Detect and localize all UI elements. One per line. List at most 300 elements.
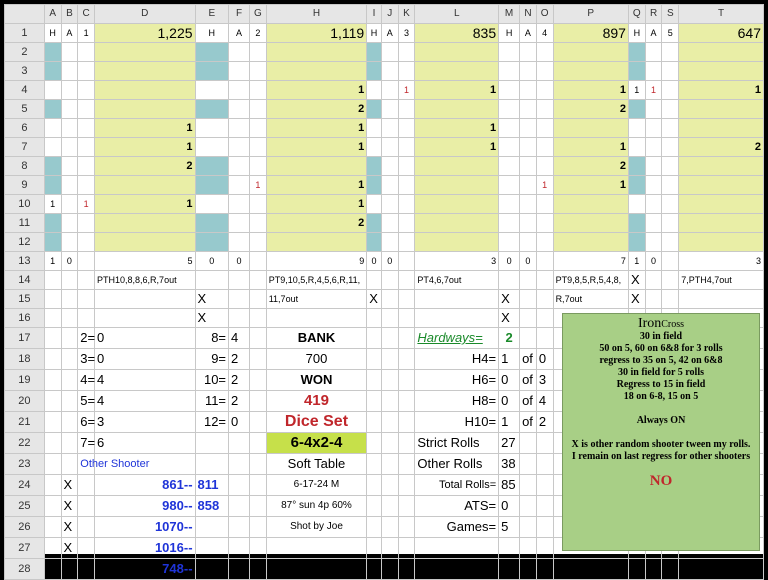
row-header[interactable]: 14 bbox=[5, 271, 45, 290]
cell-l22[interactable]: Strict Rolls bbox=[415, 433, 499, 454]
cell-g25[interactable] bbox=[249, 496, 266, 517]
cell-r28[interactable] bbox=[645, 559, 662, 580]
cell-t6[interactable] bbox=[679, 119, 764, 138]
row-header[interactable]: 5 bbox=[5, 100, 45, 119]
cell-t7[interactable]: 2 bbox=[679, 138, 764, 157]
cell-b1[interactable]: A bbox=[61, 24, 78, 43]
cell-l8[interactable] bbox=[415, 157, 499, 176]
column-header[interactable]: A bbox=[44, 5, 61, 24]
cell-c11[interactable] bbox=[78, 214, 95, 233]
cell-i21[interactable] bbox=[367, 412, 382, 433]
column-header[interactable]: G bbox=[249, 5, 266, 24]
cell-b3[interactable] bbox=[61, 62, 78, 81]
cell-i4[interactable] bbox=[367, 81, 382, 100]
column-header[interactable]: P bbox=[553, 5, 628, 24]
cell-h5[interactable]: 2 bbox=[266, 100, 367, 119]
cell-e6[interactable] bbox=[195, 119, 229, 138]
cell-r4[interactable]: 1 bbox=[645, 81, 662, 100]
cell-s14[interactable] bbox=[662, 271, 679, 290]
cell-g24[interactable] bbox=[249, 475, 266, 496]
cell-p14[interactable]: PT9,8,5,R,5,4,8, bbox=[553, 271, 628, 290]
row-header[interactable]: 23 bbox=[5, 454, 45, 475]
cell-k16[interactable] bbox=[398, 309, 415, 328]
cell-n7[interactable] bbox=[520, 138, 537, 157]
cell-a4[interactable] bbox=[44, 81, 61, 100]
cell-k21[interactable] bbox=[398, 412, 415, 433]
cell-r10[interactable] bbox=[645, 195, 662, 214]
cell-t8[interactable] bbox=[679, 157, 764, 176]
cell-e17[interactable]: 8= bbox=[195, 328, 229, 349]
cell-o19[interactable]: 3 bbox=[536, 370, 553, 391]
cell-j15[interactable] bbox=[381, 290, 398, 309]
cell-j14[interactable] bbox=[381, 271, 398, 290]
cell-o5[interactable] bbox=[536, 100, 553, 119]
cell-q7[interactable] bbox=[628, 138, 645, 157]
cell-g11[interactable] bbox=[249, 214, 266, 233]
cell-p10[interactable] bbox=[553, 195, 628, 214]
cell-f21[interactable]: 0 bbox=[229, 412, 250, 433]
cell-r1[interactable]: A bbox=[645, 24, 662, 43]
cell-s2[interactable] bbox=[662, 43, 679, 62]
cell-n1[interactable]: A bbox=[520, 24, 537, 43]
cell-d26[interactable]: 1070-- bbox=[95, 517, 196, 538]
cell-a20[interactable] bbox=[44, 391, 61, 412]
cell-j12[interactable] bbox=[381, 233, 398, 252]
cell-s10[interactable] bbox=[662, 195, 679, 214]
cell-e3[interactable] bbox=[195, 62, 229, 81]
row-header[interactable]: 19 bbox=[5, 370, 45, 391]
cell-k11[interactable] bbox=[398, 214, 415, 233]
cell-k15[interactable] bbox=[398, 290, 415, 309]
cell-d10[interactable]: 1 bbox=[95, 195, 196, 214]
cell-e4[interactable] bbox=[195, 81, 229, 100]
cell-e5[interactable] bbox=[195, 100, 229, 119]
cell-i14[interactable] bbox=[367, 271, 382, 290]
cell-t11[interactable] bbox=[679, 214, 764, 233]
cell-d1[interactable]: 1,225 bbox=[95, 24, 196, 43]
cell-b25[interactable]: X bbox=[61, 496, 78, 517]
column-header[interactable]: F bbox=[229, 5, 250, 24]
cell-j8[interactable] bbox=[381, 157, 398, 176]
cell-h21[interactable]: Dice Set bbox=[266, 412, 367, 433]
cell-i6[interactable] bbox=[367, 119, 382, 138]
row-header[interactable]: 22 bbox=[5, 433, 45, 454]
cell-i22[interactable] bbox=[367, 433, 382, 454]
cell-c7[interactable] bbox=[78, 138, 95, 157]
cell-s11[interactable] bbox=[662, 214, 679, 233]
cell-j9[interactable] bbox=[381, 176, 398, 195]
cell-l24[interactable]: Total Rolls= bbox=[415, 475, 499, 496]
cell-i18[interactable] bbox=[367, 349, 382, 370]
cell-a19[interactable] bbox=[44, 370, 61, 391]
cell-j5[interactable] bbox=[381, 100, 398, 119]
cell-q15[interactable]: X bbox=[628, 290, 645, 309]
cell-i28[interactable] bbox=[367, 559, 382, 580]
cell-f14[interactable] bbox=[229, 271, 250, 290]
cell-h10[interactable]: 1 bbox=[266, 195, 367, 214]
cell-h1[interactable]: 1,119 bbox=[266, 24, 367, 43]
cell-a17[interactable] bbox=[44, 328, 61, 349]
cell-c27[interactable] bbox=[78, 538, 95, 559]
cell-r14[interactable] bbox=[645, 271, 662, 290]
cell-h7[interactable]: 1 bbox=[266, 138, 367, 157]
cell-g22[interactable] bbox=[249, 433, 266, 454]
cell-f6[interactable] bbox=[229, 119, 250, 138]
cell-j27[interactable] bbox=[381, 538, 398, 559]
cell-j25[interactable] bbox=[381, 496, 398, 517]
cell-i19[interactable] bbox=[367, 370, 382, 391]
cell-s9[interactable] bbox=[662, 176, 679, 195]
cell-l11[interactable] bbox=[415, 214, 499, 233]
cell-b24[interactable]: X bbox=[61, 475, 78, 496]
cell-o16[interactable] bbox=[536, 309, 553, 328]
cell-d5[interactable] bbox=[95, 100, 196, 119]
cell-e14[interactable] bbox=[195, 271, 229, 290]
cell-i16[interactable] bbox=[367, 309, 382, 328]
cell-e16[interactable]: X bbox=[195, 309, 229, 328]
cell-m11[interactable] bbox=[499, 214, 520, 233]
cell-j19[interactable] bbox=[381, 370, 398, 391]
cell-q3[interactable] bbox=[628, 62, 645, 81]
cell-l6[interactable]: 1 bbox=[415, 119, 499, 138]
cell-m6[interactable] bbox=[499, 119, 520, 138]
cell-f11[interactable] bbox=[229, 214, 250, 233]
cell-h15[interactable]: 11,7out bbox=[266, 290, 367, 309]
cell-b10[interactable] bbox=[61, 195, 78, 214]
cell-e12[interactable] bbox=[195, 233, 229, 252]
cell-h16[interactable] bbox=[266, 309, 367, 328]
cell-n8[interactable] bbox=[520, 157, 537, 176]
cell-f17[interactable]: 4 bbox=[229, 328, 250, 349]
cell-s7[interactable] bbox=[662, 138, 679, 157]
cell-k25[interactable] bbox=[398, 496, 415, 517]
cell-t3[interactable] bbox=[679, 62, 764, 81]
cell-e20[interactable]: 11= bbox=[195, 391, 229, 412]
cell-i24[interactable] bbox=[367, 475, 382, 496]
cell-m10[interactable] bbox=[499, 195, 520, 214]
cell-e1[interactable]: H bbox=[195, 24, 229, 43]
cell-a1[interactable]: H bbox=[44, 24, 61, 43]
cell-g4[interactable] bbox=[249, 81, 266, 100]
column-header[interactable]: B bbox=[61, 5, 78, 24]
cell-g27[interactable] bbox=[249, 538, 266, 559]
column-header[interactable]: L bbox=[415, 5, 499, 24]
cell-o15[interactable] bbox=[536, 290, 553, 309]
cell-p13[interactable]: 7 bbox=[553, 252, 628, 271]
cell-f9[interactable] bbox=[229, 176, 250, 195]
cell-o10[interactable] bbox=[536, 195, 553, 214]
cell-r9[interactable] bbox=[645, 176, 662, 195]
cell-e23[interactable] bbox=[195, 454, 229, 475]
cell-f2[interactable] bbox=[229, 43, 250, 62]
cell-m19[interactable]: 0 bbox=[499, 370, 520, 391]
cell-i17[interactable] bbox=[367, 328, 382, 349]
cell-q2[interactable] bbox=[628, 43, 645, 62]
cell-a18[interactable] bbox=[44, 349, 61, 370]
cell-b8[interactable] bbox=[61, 157, 78, 176]
cell-b22[interactable] bbox=[61, 433, 78, 454]
cell-d6[interactable]: 1 bbox=[95, 119, 196, 138]
cell-h9[interactable]: 1 bbox=[266, 176, 367, 195]
cell-d25[interactable]: 980-- bbox=[95, 496, 196, 517]
cell-k17[interactable] bbox=[398, 328, 415, 349]
cell-d14[interactable]: PTH10,8,8,6,R,7out bbox=[95, 271, 196, 290]
cell-i23[interactable] bbox=[367, 454, 382, 475]
cell-e18[interactable]: 9= bbox=[195, 349, 229, 370]
cell-e8[interactable] bbox=[195, 157, 229, 176]
cell-c24[interactable] bbox=[78, 475, 95, 496]
cell-i9[interactable] bbox=[367, 176, 382, 195]
cell-o6[interactable] bbox=[536, 119, 553, 138]
cell-i11[interactable] bbox=[367, 214, 382, 233]
column-header[interactable]: N bbox=[520, 5, 537, 24]
cell-c20[interactable]: 5= bbox=[78, 391, 95, 412]
row-header[interactable]: 20 bbox=[5, 391, 45, 412]
cell-l12[interactable] bbox=[415, 233, 499, 252]
cell-k28[interactable] bbox=[398, 559, 415, 580]
cell-g5[interactable] bbox=[249, 100, 266, 119]
cell-j22[interactable] bbox=[381, 433, 398, 454]
row-header[interactable]: 16 bbox=[5, 309, 45, 328]
cell-o14[interactable] bbox=[536, 271, 553, 290]
cell-f8[interactable] bbox=[229, 157, 250, 176]
cell-i2[interactable] bbox=[367, 43, 382, 62]
column-header[interactable]: T bbox=[679, 5, 764, 24]
cell-n13[interactable]: 0 bbox=[520, 252, 537, 271]
cell-a28[interactable] bbox=[44, 559, 61, 580]
cell-i13[interactable]: 0 bbox=[367, 252, 382, 271]
cell-h8[interactable] bbox=[266, 157, 367, 176]
cell-l28[interactable] bbox=[415, 559, 499, 580]
cell-i8[interactable] bbox=[367, 157, 382, 176]
cell-c25[interactable] bbox=[78, 496, 95, 517]
cell-m25[interactable]: 0 bbox=[499, 496, 520, 517]
cell-p1[interactable]: 897 bbox=[553, 24, 628, 43]
cell-n22[interactable] bbox=[520, 433, 537, 454]
cell-m17[interactable]: 2 bbox=[499, 328, 520, 349]
cell-h13[interactable]: 9 bbox=[266, 252, 367, 271]
cell-n10[interactable] bbox=[520, 195, 537, 214]
cell-k27[interactable] bbox=[398, 538, 415, 559]
cell-b23[interactable] bbox=[61, 454, 78, 475]
row-header[interactable]: 1 bbox=[5, 24, 45, 43]
cell-t2[interactable] bbox=[679, 43, 764, 62]
cell-h3[interactable] bbox=[266, 62, 367, 81]
cell-b12[interactable] bbox=[61, 233, 78, 252]
column-header[interactable]: C bbox=[78, 5, 95, 24]
column-header[interactable]: R bbox=[645, 5, 662, 24]
cell-s15[interactable] bbox=[662, 290, 679, 309]
cell-e25[interactable]: 858 bbox=[195, 496, 229, 517]
cell-p11[interactable] bbox=[553, 214, 628, 233]
cell-j7[interactable] bbox=[381, 138, 398, 157]
column-header[interactable]: I bbox=[367, 5, 382, 24]
cell-d17[interactable]: 0 bbox=[95, 328, 196, 349]
cell-l27[interactable] bbox=[415, 538, 499, 559]
column-header[interactable]: D bbox=[95, 5, 196, 24]
cell-b17[interactable] bbox=[61, 328, 78, 349]
cell-j13[interactable]: 0 bbox=[381, 252, 398, 271]
cell-m13[interactable]: 0 bbox=[499, 252, 520, 271]
cell-f7[interactable] bbox=[229, 138, 250, 157]
cell-q1[interactable]: H bbox=[628, 24, 645, 43]
cell-q9[interactable] bbox=[628, 176, 645, 195]
cell-h23[interactable]: Soft Table bbox=[266, 454, 367, 475]
cell-r13[interactable]: 0 bbox=[645, 252, 662, 271]
cell-j28[interactable] bbox=[381, 559, 398, 580]
cell-c8[interactable] bbox=[78, 157, 95, 176]
cell-o4[interactable] bbox=[536, 81, 553, 100]
cell-e9[interactable] bbox=[195, 176, 229, 195]
cell-m18[interactable]: 1 bbox=[499, 349, 520, 370]
cell-f5[interactable] bbox=[229, 100, 250, 119]
column-header[interactable]: J bbox=[381, 5, 398, 24]
cell-b15[interactable] bbox=[61, 290, 78, 309]
cell-n18[interactable]: of bbox=[520, 349, 537, 370]
cell-g8[interactable] bbox=[249, 157, 266, 176]
cell-b28[interactable]: X bbox=[61, 559, 78, 580]
cell-g12[interactable] bbox=[249, 233, 266, 252]
cell-c17[interactable]: 2= bbox=[78, 328, 95, 349]
cell-s6[interactable] bbox=[662, 119, 679, 138]
cell-i25[interactable] bbox=[367, 496, 382, 517]
cell-h18[interactable]: 700 bbox=[266, 349, 367, 370]
cell-j11[interactable] bbox=[381, 214, 398, 233]
cell-a14[interactable] bbox=[44, 271, 61, 290]
cell-s3[interactable] bbox=[662, 62, 679, 81]
cell-p9[interactable]: 1 bbox=[553, 176, 628, 195]
cell-k9[interactable] bbox=[398, 176, 415, 195]
cell-t15[interactable] bbox=[679, 290, 764, 309]
cell-l2[interactable] bbox=[415, 43, 499, 62]
cell-b11[interactable] bbox=[61, 214, 78, 233]
cell-r12[interactable] bbox=[645, 233, 662, 252]
row-header[interactable]: 26 bbox=[5, 517, 45, 538]
cell-c28[interactable] bbox=[78, 559, 95, 580]
cell-l13[interactable]: 3 bbox=[415, 252, 499, 271]
cell-b20[interactable] bbox=[61, 391, 78, 412]
cell-l20[interactable]: H8= bbox=[415, 391, 499, 412]
column-header[interactable]: H bbox=[266, 5, 367, 24]
cell-p8[interactable]: 2 bbox=[553, 157, 628, 176]
cell-o18[interactable]: 0 bbox=[536, 349, 553, 370]
cell-h20[interactable]: 419 bbox=[266, 391, 367, 412]
cell-t28[interactable] bbox=[679, 559, 764, 580]
cell-m7[interactable] bbox=[499, 138, 520, 157]
cell-b26[interactable]: X bbox=[61, 517, 78, 538]
cell-f10[interactable] bbox=[229, 195, 250, 214]
row-header[interactable]: 24 bbox=[5, 475, 45, 496]
cell-t4[interactable]: 1 bbox=[679, 81, 764, 100]
cell-s28[interactable] bbox=[662, 559, 679, 580]
cell-k8[interactable] bbox=[398, 157, 415, 176]
column-header[interactable]: S bbox=[662, 5, 679, 24]
cell-e7[interactable] bbox=[195, 138, 229, 157]
cell-j18[interactable] bbox=[381, 349, 398, 370]
cell-t10[interactable] bbox=[679, 195, 764, 214]
row-header[interactable]: 27 bbox=[5, 538, 45, 559]
cell-d7[interactable]: 1 bbox=[95, 138, 196, 157]
cell-m23[interactable]: 38 bbox=[499, 454, 520, 475]
cell-k12[interactable] bbox=[398, 233, 415, 252]
cell-d15[interactable] bbox=[95, 290, 196, 309]
cell-b9[interactable] bbox=[61, 176, 78, 195]
row-header[interactable]: 12 bbox=[5, 233, 45, 252]
cell-o12[interactable] bbox=[536, 233, 553, 252]
cell-j24[interactable] bbox=[381, 475, 398, 496]
row-header[interactable]: 10 bbox=[5, 195, 45, 214]
row-header[interactable]: 25 bbox=[5, 496, 45, 517]
cell-b13[interactable]: 0 bbox=[61, 252, 78, 271]
cell-o11[interactable] bbox=[536, 214, 553, 233]
cell-c5[interactable] bbox=[78, 100, 95, 119]
cell-l9[interactable] bbox=[415, 176, 499, 195]
cell-m1[interactable]: H bbox=[499, 24, 520, 43]
cell-f25[interactable] bbox=[229, 496, 250, 517]
row-header[interactable]: 2 bbox=[5, 43, 45, 62]
cell-g6[interactable] bbox=[249, 119, 266, 138]
cell-f27[interactable] bbox=[229, 538, 250, 559]
cell-r5[interactable] bbox=[645, 100, 662, 119]
cell-k22[interactable] bbox=[398, 433, 415, 454]
cell-h12[interactable] bbox=[266, 233, 367, 252]
cell-m2[interactable] bbox=[499, 43, 520, 62]
cell-i15[interactable]: X bbox=[367, 290, 382, 309]
cell-n9[interactable] bbox=[520, 176, 537, 195]
cell-l14[interactable]: PT4,6,7out bbox=[415, 271, 499, 290]
cell-n3[interactable] bbox=[520, 62, 537, 81]
cell-o1[interactable]: 4 bbox=[536, 24, 553, 43]
cell-g19[interactable] bbox=[249, 370, 266, 391]
cell-a2[interactable] bbox=[44, 43, 61, 62]
cell-c19[interactable]: 4= bbox=[78, 370, 95, 391]
cell-g9[interactable]: 1 bbox=[249, 176, 266, 195]
cell-f1[interactable]: A bbox=[229, 24, 250, 43]
row-header[interactable]: 6 bbox=[5, 119, 45, 138]
cell-i20[interactable] bbox=[367, 391, 382, 412]
row-header[interactable]: 9 bbox=[5, 176, 45, 195]
cell-k3[interactable] bbox=[398, 62, 415, 81]
cell-f19[interactable]: 2 bbox=[229, 370, 250, 391]
cell-e19[interactable]: 10= bbox=[195, 370, 229, 391]
cell-j21[interactable] bbox=[381, 412, 398, 433]
cell-f18[interactable]: 2 bbox=[229, 349, 250, 370]
cell-g2[interactable] bbox=[249, 43, 266, 62]
cell-q10[interactable] bbox=[628, 195, 645, 214]
cell-a8[interactable] bbox=[44, 157, 61, 176]
cell-d2[interactable] bbox=[95, 43, 196, 62]
cell-f13[interactable]: 0 bbox=[229, 252, 250, 271]
cell-q8[interactable] bbox=[628, 157, 645, 176]
cell-c21[interactable]: 6= bbox=[78, 412, 95, 433]
row-header[interactable]: 15 bbox=[5, 290, 45, 309]
cell-q4[interactable]: 1 bbox=[628, 81, 645, 100]
row-header[interactable]: 7 bbox=[5, 138, 45, 157]
cell-f26[interactable] bbox=[229, 517, 250, 538]
cell-d19[interactable]: 4 bbox=[95, 370, 196, 391]
cell-s13[interactable] bbox=[662, 252, 679, 271]
cell-q5[interactable] bbox=[628, 100, 645, 119]
row-header[interactable]: 17 bbox=[5, 328, 45, 349]
cell-i10[interactable] bbox=[367, 195, 382, 214]
cell-l5[interactable] bbox=[415, 100, 499, 119]
cell-m27[interactable] bbox=[499, 538, 520, 559]
cell-a3[interactable] bbox=[44, 62, 61, 81]
cell-j6[interactable] bbox=[381, 119, 398, 138]
cell-k20[interactable] bbox=[398, 391, 415, 412]
cell-l19[interactable]: H6= bbox=[415, 370, 499, 391]
cell-j4[interactable] bbox=[381, 81, 398, 100]
